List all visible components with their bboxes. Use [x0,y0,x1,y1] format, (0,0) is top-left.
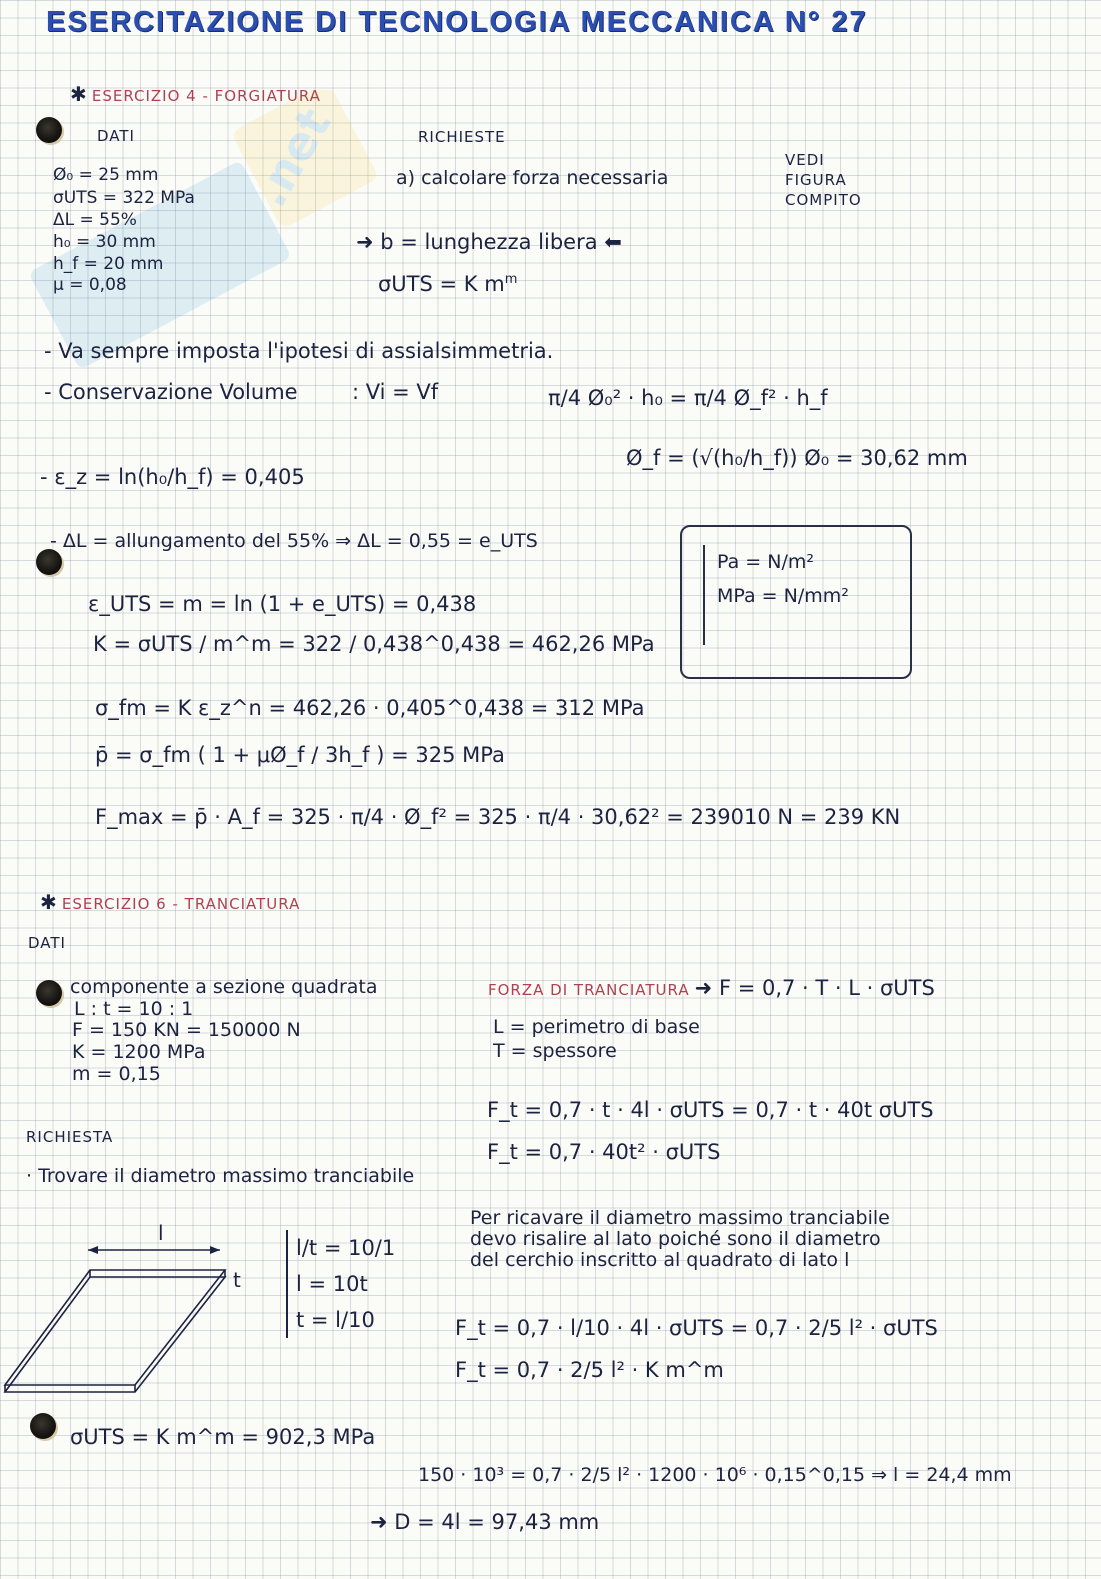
eps-uts-line: ε_UTS = m = ln (1 + e_UTS) = 0,438 [88,592,477,616]
richiesta-a: a) calcolare forza necessaria [396,167,669,189]
delta-l-line: - ΔL = allungamento del 55% ⇒ ΔL = 0,55 = e_UTS [50,530,538,552]
sigma-fm-line: σ_fm = K ε_z^n = 462,26 · 0,405^0,438 = 312 MPa [95,696,645,720]
dato-mu: μ = 0,08 [53,275,127,295]
final-equation: 150 · 10³ = 0,7 · 2/5 l² · 1200 · 10⁶ · 0,15^0,15 ⇒ l = 24,4 mm [418,1464,1012,1486]
ratio-system: l/t = 10/1 l = 10t t = l/10 [286,1230,395,1338]
dato2-m: m = 0,15 [72,1063,161,1085]
dato2-k: K = 1200 MPa [72,1041,206,1063]
diameter-paragraph: Per ricavare il diametro massimo tranciabile devo risalire al lato poiché sono il diametro del cerchio inscritto al quadrato di lato l [470,1207,890,1271]
dato2-component: componente a sezione quadrata [70,976,378,998]
phi-f-result: Ø_f = (√(h₀/h_f)) Ø₀ = 30,62 mm [626,446,968,470]
k-line: K = σUTS / m^m = 322 / 0,438^0,438 = 462,26 MPa [93,632,655,656]
ft-eq-2: F_t = 0,7 · 40t² · σUTS [487,1140,721,1164]
conservazione-label: - Conservazione Volume [44,380,298,404]
figure-t-label: t [233,1268,241,1292]
richieste-label: RICHIESTE [418,128,506,146]
ipotesi-line: - Va sempre imposta l'ipotesi di assialsimmetria. [44,339,554,363]
pressure-line: p̄ = σ_fm ( 1 + μØ_f / 3h_f ) = 325 MPa [95,743,505,767]
dati-label-2: DATI [28,934,66,952]
sigma-uts-result: σUTS = K m^m = 902,3 MPa [70,1425,376,1449]
binder-hole [36,549,62,575]
forza-tranciatura: FORZA DI TRANCIATURA ➜ F = 0,7 · T · L · σUTS [488,976,935,1000]
dato-diameter: Ø₀ = 25 mm [53,165,159,185]
richiesta-text: · Trovare il diametro massimo tranciabile [26,1165,415,1187]
ft-eq-1: F_t = 0,7 · t · 4l · σUTS = 0,7 · t · 40t σUTS [487,1098,934,1122]
eps-z-line: - ε_z = ln(h₀/h_f) = 0,405 [40,465,305,489]
ft-eq-3: F_t = 0,7 · l/10 · 4l · σUTS = 0,7 · 2/5 l² · σUTS [455,1316,938,1340]
dato-hf: h_f = 20 mm [53,254,164,274]
diameter-result: ➜ D = 4l = 97,43 mm [370,1510,600,1534]
volume-formula: π/4 Ø₀² · h₀ = π/4 Ø_f² · h_f [548,386,828,410]
square-plate-figure [0,1215,270,1400]
figure-l-label: l [158,1221,164,1245]
binder-hole [36,980,62,1006]
binder-hole [30,1413,56,1439]
exercise-2-heading: ✱ ESERCIZIO 6 - TRANCIATURA [40,890,301,914]
l-definition: L = perimetro di base [493,1016,700,1038]
page-title: ESERCITAZIONE DI TECNOLOGIA MECCANICA N° 27 [46,6,868,38]
volume-eq: : Vi = Vf [352,380,439,404]
asterisk-icon: ✱ [70,82,87,106]
fmax-line: F_max = p̄ · A_f = 325 · π/4 · Ø_f² = 325 · π/4 · 30,62² = 239010 N = 239 KN [95,805,901,829]
ft-eq-4: F_t = 0,7 · 2/5 l² · K m^m [455,1358,724,1382]
dato-sigma-uts: σUTS = 322 MPa [53,188,195,208]
unit-note-content: Pa = N/m² MPa = N/mm² [703,545,849,645]
dati-label: DATI [97,127,135,145]
dato-h0: h₀ = 30 mm [53,232,156,252]
asterisk-icon: ✱ [40,890,57,914]
vedi-figura-note: VEDI FIGURA COMPITO [785,151,862,209]
dato2-ratio: L : t = 10 : 1 [74,998,194,1020]
dato2-force: F = 150 KN = 150000 N [72,1019,301,1041]
binder-hole [36,117,62,143]
richiesta-label: RICHIESTA [26,1128,114,1146]
b-line: ➜ b = lunghezza libera ⬅ [356,230,622,254]
arrow-icon: ➜ [370,1510,388,1534]
exercise-1-heading: ✱ ESERCIZIO 4 - FORGIATURA [70,82,321,106]
dato-delta-l: ΔL = 55% [53,210,137,230]
sigma-law: σUTS = K $m^m$ [378,272,518,296]
svg-text:.net: .net [242,98,342,216]
t-definition: T = spessore [493,1040,617,1062]
